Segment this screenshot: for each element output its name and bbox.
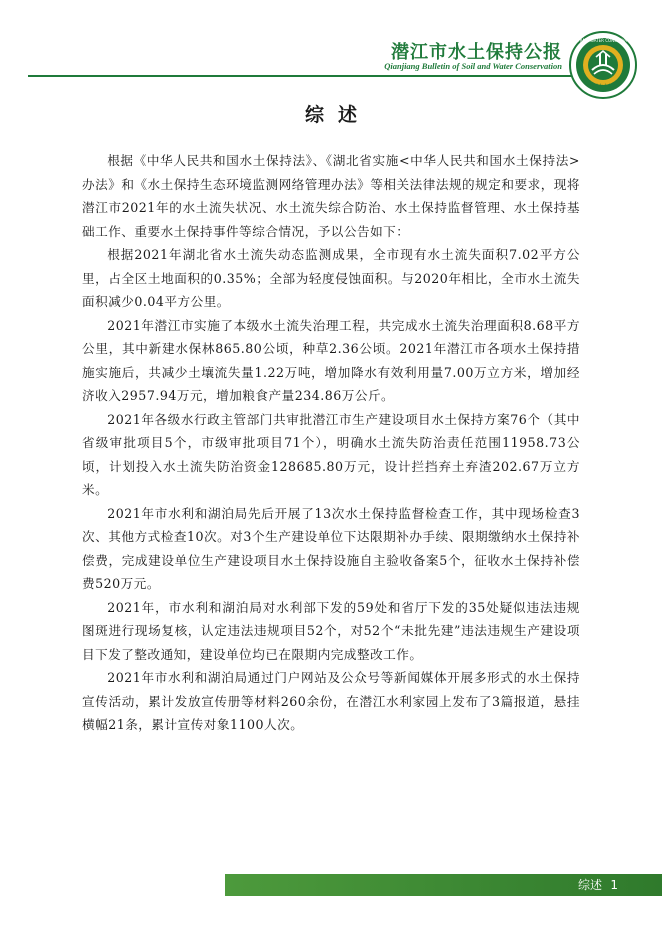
- paragraph-project-approval: 2021年各级水行政主管部门共审批潜江市生产建设项目水土保持方案76个（其中省级审批项目5个，市级审批项目71个），明确水土流失防治责任范围11958.73公顷，计划投入水土流失防治资金128685.80万元，设计拦挡弃土弃渣202.67万立方米。: [82, 411, 580, 497]
- page-number: 1: [610, 878, 618, 892]
- paragraph-erosion-status: 根据2021年湖北省水土流失动态监测成果，全市现有水土流失面积7.02平方公里，占全区土地面积的0.35%；全部为轻度侵蚀面积。与2020年相比，全市水土流失面积减少0.04平方公里。: [82, 247, 580, 309]
- footer-section-label: 综述: [577, 878, 602, 892]
- paragraph-publicity: 2021年市水利和湖泊局通过门户网站及公众号等新闻媒体开展多形式的水土保持宣传活动，累计发放宣传册等材料260余份，在潜江水利家园上发布了3篇报道，悬挂横幅21条，累计宣传对象1100人次。: [82, 670, 580, 732]
- logo-caption: 中国水土保持: [587, 84, 618, 90]
- paragraph-violation-review: 2021年，市水利和湖泊局对水利部下发的59处和省厅下发的35处疑似违法违规图斑进行现场复核，认定违法违规项目52个，对52个“未批先建”违法违规生产建设项目下发了整改通知，建设单位均已在限期内完成整改工作。: [82, 599, 580, 662]
- paragraph-supervision: 2021年市水利和湖泊局先后开展了13次水土保持监督检查工作，其中现场检查3次、其他方式检查10次。对3个生产建设单位下达限期补办手续、限期缴纳水土保持补偿费，完成建设单位生产建设项目水土保持设施自主验收备案5个，征收水土保持补偿费520万元。: [82, 505, 580, 591]
- bulletin-subtitle: Qianjiang Bulletin of Soil and Water Conservation: [384, 61, 562, 71]
- bulletin-title: 潜江市水土保持公报: [391, 42, 562, 63]
- paragraph-intro: 根据《中华人民共和国水土保持法》、《湖北省实施<中华人民共和国水土保持法>办法》和《水土保持生态环境监测网络管理办法》等相关法律法规的规定和要求，现将潜江市2021年的水土流失状况、水土流失综合防治、水土保持监督管理、水土保持基础工作、重要水土保持事件等综合情况，予以公告如下：: [82, 153, 580, 239]
- logo-ring-text: SOIL AND WATER CONSERVATION: [569, 38, 637, 43]
- header-rule: [28, 75, 588, 77]
- bulletin-body: [82, 149, 580, 737]
- footer-bar: [225, 874, 662, 896]
- page-title: 综述: [304, 104, 371, 126]
- paragraph-erosion-control: 2021年潜江市实施了本级水土流失治理工程，共完成水土流失治理面积8.68平方公里，其中新建水保林865.80公顷，种草2.36公顷。2021年潜江市各项水土保持措施实施后，共减少土壤流失量1.22万吨，增加降水有效利用量7.00万立方米，增加经济收入2957.94万元，增加粮食产量234.86万公斤。: [82, 317, 580, 403]
